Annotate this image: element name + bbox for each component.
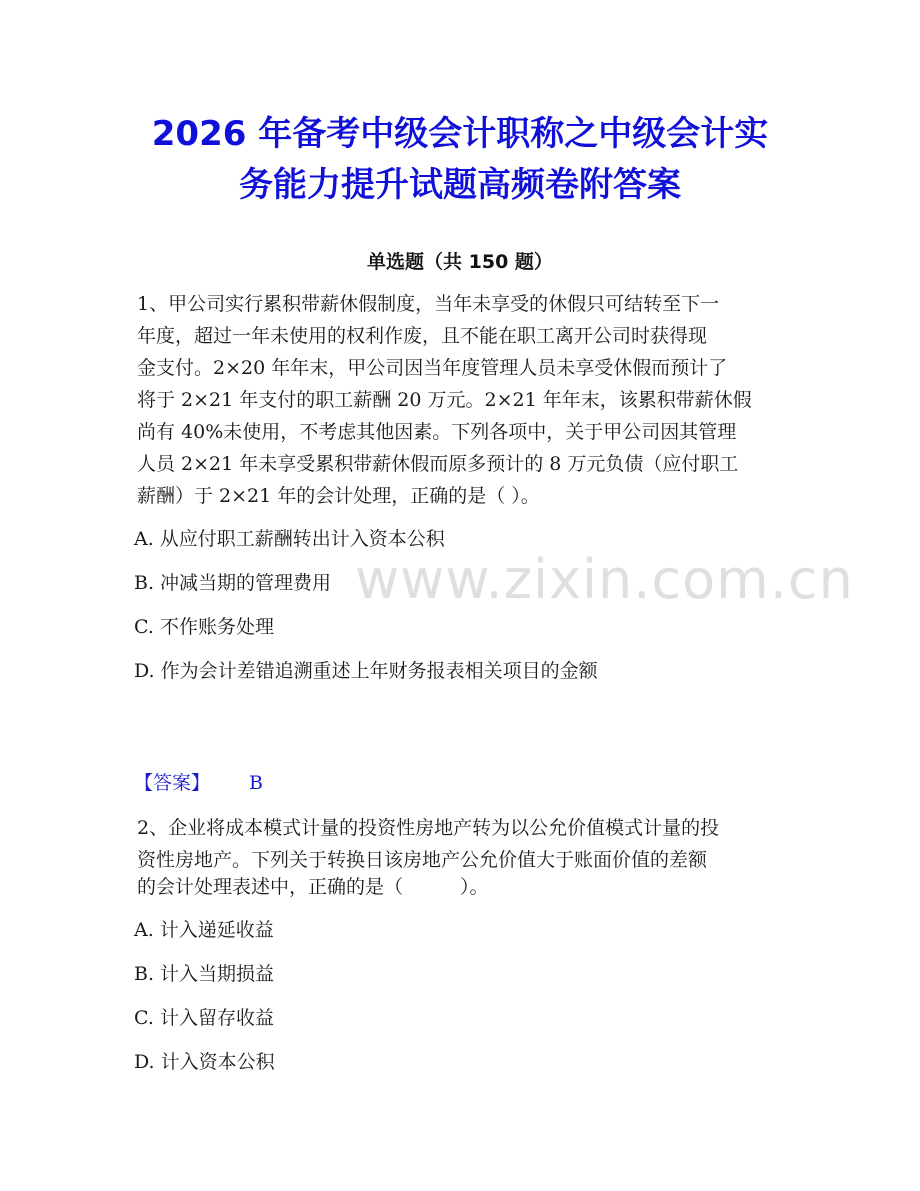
question-1-stem-line: 将于 2×21 年支付的职工薪酬 20 万元。2×21 年年末，该累积带薪休假 (137, 389, 752, 411)
question-2-option-a: A. 计入递延收益 (134, 919, 274, 941)
question-2-stem-line: 资性房地产。下列关于转换日该房地产公允价值大于账面价值的差额 (137, 849, 708, 871)
section-heading: 单选题（共 150 题） (367, 251, 553, 273)
question-1-option-a: A. 从应付职工薪酬转出计入资本公积 (134, 528, 445, 550)
answer-label: 【答案】 (134, 772, 211, 794)
question-1-stem-line: 年度，超过一年未使用的权利作废，且不能在职工离开公司时获得现 (137, 325, 708, 347)
question-1-stem-line: 薪酬）于 2×21 年的会计处理，正确的是（ ）。 (137, 485, 540, 507)
question-2-option-c: C. 计入留存收益 (134, 1007, 274, 1029)
question-1-stem-line: 1、甲公司实行累积带薪休假制度，当年未享受的休假只可结转至下一 (137, 293, 720, 315)
question-1-stem-line: 金支付。2×20 年年末，甲公司因当年度管理人员未享受休假而预计了 (137, 357, 728, 379)
document-title-line-1: 2026 年备考中级会计职称之中级会计实 (151, 114, 769, 154)
question-1-stem-line: 人员 2×21 年未享受累积带薪休假而原多预计的 8 万元负债（应付职工 (137, 453, 739, 475)
watermark: www.zixin.com.cn (355, 548, 854, 611)
question-1-option-c: C. 不作账务处理 (134, 616, 274, 638)
question-1-option-d: D. 作为会计差错追溯重述上年财务报表相关项目的金额 (134, 660, 598, 682)
document-title-line-2: 务能力提升试题高频卷附答案 (239, 165, 681, 205)
question-2-stem-line: 的会计处理表述中，正确的是（ ）。 (137, 876, 489, 898)
question-1-stem-line: 尚有 40%未使用，不考虑其他因素。下列各项中，关于甲公司因其管理 (137, 421, 737, 443)
question-2-option-b: B. 计入当期损益 (134, 963, 275, 985)
question-1-option-b: B. 冲减当期的管理费用 (134, 572, 332, 594)
question-2-stem-line: 2、企业将成本模式计量的投资性房地产转为以公允价值模式计量的投 (137, 817, 720, 839)
question-2-option-d: D. 计入资本公积 (134, 1051, 275, 1073)
answer-value: B (249, 772, 263, 794)
